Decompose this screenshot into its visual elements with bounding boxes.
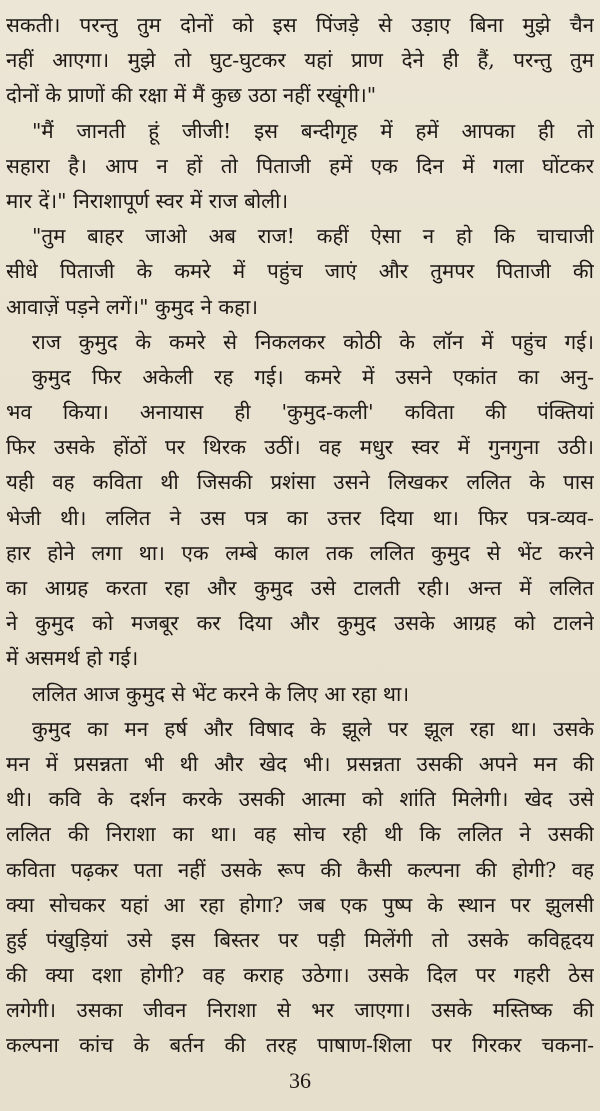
text-line: आवाज़ें पड़ने लगें।" कुमुद ने कहा। — [6, 294, 259, 319]
text-line: दोनों के प्राणों की रक्षा में मैं कुछ उठा नहीं रखूंगी।" — [6, 83, 377, 108]
text-line: कुमुद का मन हर्ष और विषाद के झूले पर झूल रहा था। उसके — [32, 716, 594, 741]
text-line: "मैं जानती हूं जीजी! इस बन्दीगृह में हमें आपका ही तो — [32, 118, 594, 143]
text-line: सीधे पिताजी के कमरे में पहुंच जाएं और तुमपर पिताजी की — [6, 259, 594, 284]
text-line: हुई पंखुड़ियां उसे इस बिस्तर पर पड़ी मिलेंगी तो उसके कविहृदय — [6, 927, 594, 952]
body-text — [6, 8, 594, 1064]
text-line: हार होने लगा था। एक लम्बे काल तक ललित कुमुद से भेंट करने — [6, 540, 594, 565]
text-line: लगेगी। उसका जीवन निराशा से भर जाएगा। उसके मस्तिष्क की — [6, 998, 594, 1023]
text-line: राज कुमुद के कमरे से निकलकर कोठी के लॉन में पहुंच गई। — [32, 329, 594, 354]
text-line: ने कुमुद को मजबूर कर दिया और कुमुद उसके आग्रह को टालने — [6, 611, 594, 636]
text-line: "तुम बाहर जाओ अब राज! कहीं ऐसा न हो कि चाचाजी — [32, 224, 594, 249]
text-line: कल्पना कांच के बर्तन की तरह पाषाण-शिला पर गिरकर चकना- — [6, 1033, 594, 1058]
text-line: का आग्रह करता रहा और कुमुद उसे टालती रही। अन्त में ललित — [6, 576, 594, 600]
text-line: सकती। परन्तु तुम दोनों को इस पिंजड़े से उड़ाए बिना मुझे चैन — [6, 13, 594, 37]
text-line: भेजी थी। ललित ने उस पत्र का उत्तर दिया था। फिर पत्र-व्यव- — [6, 505, 594, 530]
text-line: भव किया। अनायास ही 'कुमुद-कली' कविता की पंक्तियां — [6, 400, 594, 425]
text-line: सहारा है। आप न हों तो पिताजी हमें एक दिन में गला घोंटकर — [6, 153, 594, 178]
text-line: थी। कवि के दर्शन करके उसकी आत्मा को शांति मिलेगी। खेद उसे — [6, 787, 594, 812]
text-line: नहीं आएगा। मुझे तो घुट-घुटकर यहां प्राण देने ही हैं, परन्तु तुम — [6, 48, 594, 73]
text-line: ललित आज कुमुद से भेंट करने के लिए आ रहा था। — [32, 681, 410, 706]
text-line: की क्या दशा होगी? वह कराह उठेगा। उसके दिल पर गहरी ठेस — [6, 963, 594, 988]
text-line: मार दें।" निराशापूर्ण स्वर में राज बोली। — [6, 188, 289, 213]
text-line: क्या सोचकर यहां आ रहा होगा? जब एक पुष्प के स्थान पर झुलसी — [6, 892, 594, 917]
text-line: मन में प्रसन्नता भी थी और खेद भी। प्रसन्नता उसकी अपने मन की — [6, 751, 594, 776]
text-line: कविता पढ़कर पता नहीं उसके रूप की कैसी कल्पना की होगी? वह — [6, 857, 594, 882]
text-line: कुमुद फिर अकेली रह गई। कमरे में उसने एकांत का अनु- — [32, 364, 594, 389]
page-number: 36 — [289, 1068, 311, 1093]
text-line: में असमर्थ हो गई। — [6, 646, 139, 671]
text-line: यही वह कविता थी जिसकी प्रशंसा उसने लिखकर ललित के पास — [6, 470, 594, 495]
text-line: ललित की निराशा का था। वह सोच रही थी कि ललित ने उसकी — [6, 822, 594, 847]
text-line: फिर उसके होंठों पर थिरक उठीं। वह मधुर स्वर में गुनगुना उठी। — [6, 435, 594, 460]
